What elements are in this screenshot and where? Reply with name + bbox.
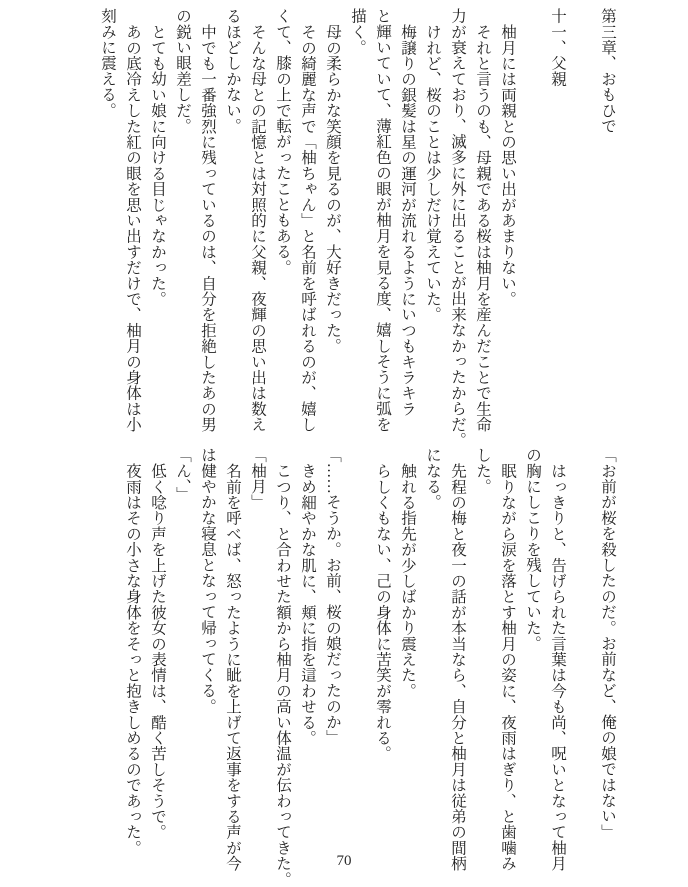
text-line: の鋭い眼差しだ。: [174, 8, 191, 134]
text-line: 先程の梅と夜一の話が本当なら、自分と柚月は従弟の間柄: [449, 462, 466, 871]
blank-line: [520, 8, 545, 448]
text-line: 第三章、おもひで: [599, 8, 616, 134]
text-line: こつり、と合わせた額から柚月の高い体温が伝わってきた。: [274, 462, 291, 887]
text-line: 梅譲りの銀髪は星の運河が流れるようにいつもキラキラ: [399, 23, 416, 416]
page-number: 70: [336, 853, 352, 869]
text-line: 中でも一番強烈に残っているのは、自分を拒絶したあの男: [199, 23, 216, 432]
text-line: けれど、桜のことは少しだけ覚えていた。: [424, 23, 441, 322]
text-line: 力が衰えており、滅多に外に出ることが出来なかったからだ。: [449, 8, 466, 448]
text-line: 柚月には両親との思い出があまりない。: [499, 23, 516, 307]
text-line: 「ん、」: [174, 447, 191, 503]
text-line: と輝いていて、薄紅色の眼が柚月を見る度、嬉しそうに弧を: [374, 8, 391, 432]
text-line: した。: [474, 447, 491, 495]
text-line: 触れる指先が少しばかり震えた。: [399, 462, 416, 698]
blank-line: [570, 447, 595, 879]
text-line: 低く唸り声を上げた彼女の表情は、酷く苦しそうで。: [149, 462, 166, 840]
text-line: くて、膝の上で転がったこともある。: [274, 8, 291, 275]
text-line: るほどしかない。: [224, 8, 241, 134]
text-line: それと言うのも、母親である桜は柚月を産んだことで生命: [474, 23, 491, 432]
upper-text-block: [95, 8, 620, 448]
text-line: 眠りながら涙を落とす柚月の姿に、夜雨はぎり、と歯噛み: [499, 462, 516, 871]
text-line: 描く。: [349, 8, 366, 56]
text-line: 「柚月」: [249, 447, 266, 510]
text-line: きめ細やかな肌に、頬に指を這わせる。: [299, 462, 316, 746]
text-line: になる。: [424, 447, 441, 510]
text-line: 「お前が桜を殺したのだ。お前など、俺の娘ではない」: [599, 447, 616, 840]
text-line: とても幼い娘に向ける目じゃなかった。: [149, 23, 166, 307]
text-line: 刻みに震える。: [99, 8, 116, 118]
text-line: 夜雨はその小さな身体をそっと抱きしめるのであった。: [124, 462, 141, 855]
lower-text-block: [120, 447, 620, 887]
text-line: はっきりと、告げられた言葉は今も尚、呪いとなって柚月: [549, 462, 566, 871]
blank-line: [570, 8, 595, 448]
text-line: 名前を呼べば、怒ったように眦を上げて返事をする声が今: [224, 462, 241, 871]
text-line: そんな母との記憶とは対照的に父親、夜輝の思い出は数え: [249, 23, 266, 432]
text-line: 「……そうか。お前、桜の娘だったのか」: [324, 447, 341, 746]
text-line: は健やかな寝息となって帰ってくる。: [199, 447, 216, 714]
text-line: 母の柔らかな笑顔を見るのが、大好きだった。: [324, 23, 341, 354]
blank-line: [345, 447, 370, 879]
text-line: あの底冷えした紅の眼を思い出すだけで、柚月の身体は小: [124, 23, 141, 432]
text-line: 十一、父親: [549, 8, 566, 87]
text-line: の胸にしこりを残していた。: [524, 447, 541, 652]
text-line: らしくもない、己の身体に苦笑が零れる。: [374, 462, 391, 761]
text-line: その綺麗な声で「柚ちゃん」と名前を呼ばれるのが、嬉し: [299, 23, 316, 432]
